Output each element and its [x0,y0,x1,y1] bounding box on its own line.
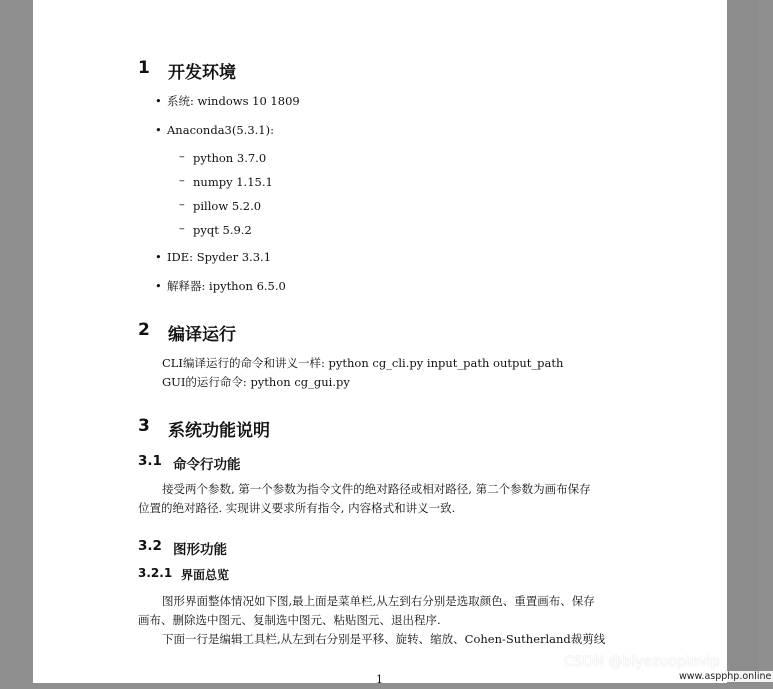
list-item: 解释器: ipython 6.5.0 [167,279,286,293]
list-item: Anaconda3(5.3.1): [167,123,274,137]
subsubsection-3-2-1-title: 界面总览 [181,568,230,582]
dash-icon: – [179,221,185,235]
sub-list-item: pillow 5.2.0 [193,199,262,213]
paragraph-line: 图形界面整体情况如下图,最上面是菜单栏,从左到右分别是选取颜色、重置画布、保存 [162,594,595,608]
section-1-title: 开发环境 [168,63,236,83]
document-page [33,0,727,686]
viewer-background [727,0,759,683]
dash-icon: – [179,173,185,187]
subsection-3-2-title: 图形功能 [173,542,227,558]
section-3-number: 3 [138,416,150,436]
bullet-icon: • [155,94,162,108]
list-item: IDE: Spyder 3.3.1 [167,250,272,264]
subsection-3-1-title: 命令行功能 [173,457,241,473]
paragraph-line: 接受两个参数, 第一个参数为指令文件的绝对路径或相对路径, 第二个参数为画布保存 [162,482,591,496]
subsubsection-3-2-1-number: 3.2.1 [138,566,173,580]
paragraph-line: 画布、删除选中图元、复制选中图元、粘贴图元、退出程序. [138,613,441,627]
sub-list-item: numpy 1.15.1 [193,175,273,189]
watermark-site: www.aspphp.online [679,671,772,682]
dash-icon: – [179,197,185,211]
list-item: 系统: windows 10 1809 [167,94,300,108]
sub-list-item: python 3.7.0 [193,151,267,165]
bullet-icon: • [155,279,162,293]
subsection-3-2-number: 3.2 [138,538,162,554]
bullet-icon: • [155,250,162,264]
paragraph-line: 下面一行是编辑工具栏,从左到右分别是平移、旋转、缩放、Cohen-Sutherland裁剪线 [162,632,606,646]
dash-icon: – [179,149,185,163]
section-2-title: 编译运行 [168,325,236,345]
subsection-3-1-number: 3.1 [138,453,162,469]
watermark-text: CSDN @biyezuopinvip [564,654,720,670]
section-3-title: 系统功能说明 [168,421,270,441]
section-1-number: 1 [138,58,150,78]
paragraph-line: 位置的绝对路径. 实现讲义要求所有指令, 内容格式和讲义一致. [138,501,456,515]
sub-list-item: pyqt 5.9.2 [193,223,252,237]
paragraph-line: CLI编译运行的命令和讲义一样: python cg_cli.py input_path output_path [162,356,564,370]
section-2-number: 2 [138,320,150,340]
page-number: 1 [376,673,383,686]
paragraph-line: GUI的运行命令: python cg_gui.py [162,375,350,389]
bullet-icon: • [155,123,162,137]
